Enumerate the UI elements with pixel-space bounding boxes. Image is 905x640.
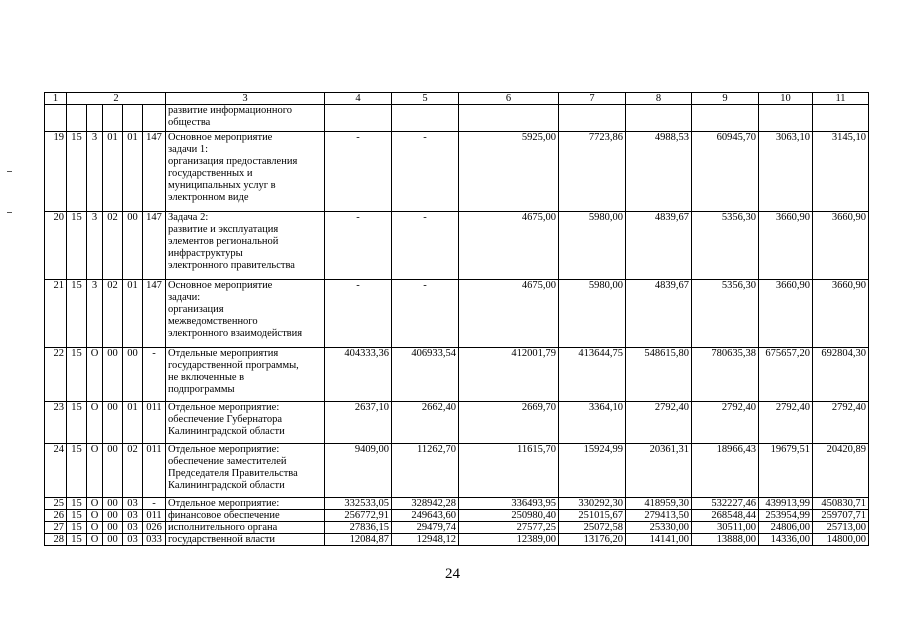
value-col10-cell: 439913,99 (759, 498, 813, 510)
table-row (45, 534, 869, 546)
subprogram-code-cell (87, 105, 103, 132)
state-program-code-cell: 15 (67, 522, 87, 534)
value-col9-cell: 13888,00 (692, 534, 759, 546)
header-cell: 2 (67, 93, 166, 105)
description-cell: исполнительного органа (166, 522, 325, 534)
table-row (45, 498, 869, 510)
event-code-cell: 02 (123, 444, 143, 498)
value-col9-cell: 5356,30 (692, 280, 759, 348)
agency-code-cell: 011 (143, 444, 166, 498)
agency-code-cell: 033 (143, 534, 166, 546)
header-cell: 9 (692, 93, 759, 105)
agency-code-cell: 147 (143, 280, 166, 348)
value-col4-cell: 404333,36 (325, 348, 392, 402)
state-program-code-cell: 15 (67, 498, 87, 510)
task-code-cell (103, 105, 123, 132)
value-col10-cell: 24806,00 (759, 522, 813, 534)
event-code-cell (123, 105, 143, 132)
table-row (45, 444, 869, 498)
value-col6-cell: 4675,00 (459, 212, 559, 280)
margin-mark (7, 212, 12, 213)
value-col7-cell: 7723,86 (559, 132, 626, 212)
value-col11-cell: 3660,90 (813, 212, 869, 280)
budget-table (44, 92, 869, 546)
row-number-cell: 20 (45, 212, 67, 280)
value-col8-cell: 548615,80 (626, 348, 692, 402)
value-col8-cell: 25330,00 (626, 522, 692, 534)
column-number-row (45, 93, 869, 105)
row-number-cell: 19 (45, 132, 67, 212)
value-col9-cell: 60945,70 (692, 132, 759, 212)
state-program-code-cell: 15 (67, 132, 87, 212)
value-col8-cell: 14141,00 (626, 534, 692, 546)
value-col10-cell: 253954,99 (759, 510, 813, 522)
value-col5-cell: 29479,74 (392, 522, 459, 534)
value-col10-cell: 675657,20 (759, 348, 813, 402)
subprogram-code-cell: О (87, 498, 103, 510)
value-col11-cell: 259707,71 (813, 510, 869, 522)
value-col10-cell: 3063,10 (759, 132, 813, 212)
value-col4-cell: - (325, 212, 392, 280)
value-col7-cell (559, 105, 626, 132)
agency-code-cell: - (143, 498, 166, 510)
row-number-cell: 27 (45, 522, 67, 534)
table-row (45, 212, 869, 280)
subprogram-code-cell: 3 (87, 280, 103, 348)
value-col5-cell (392, 105, 459, 132)
table-row (45, 132, 869, 212)
value-col6-cell: 336493,95 (459, 498, 559, 510)
value-col7-cell: 3364,10 (559, 402, 626, 444)
event-code-cell: 03 (123, 510, 143, 522)
value-col5-cell: 406933,54 (392, 348, 459, 402)
task-code-cell: 00 (103, 534, 123, 546)
value-col4-cell: 27836,15 (325, 522, 392, 534)
value-col6-cell: 412001,79 (459, 348, 559, 402)
task-code-cell: 02 (103, 212, 123, 280)
value-col6-cell: 12389,00 (459, 534, 559, 546)
value-col9-cell: 30511,00 (692, 522, 759, 534)
row-number-cell: 23 (45, 402, 67, 444)
subprogram-code-cell: О (87, 522, 103, 534)
value-col4-cell: - (325, 132, 392, 212)
row-number-cell: 22 (45, 348, 67, 402)
value-col10-cell: 19679,51 (759, 444, 813, 498)
value-col11-cell: 25713,00 (813, 522, 869, 534)
value-col7-cell: 413644,75 (559, 348, 626, 402)
value-col4-cell: - (325, 280, 392, 348)
event-code-cell: 00 (123, 212, 143, 280)
value-col5-cell: - (392, 212, 459, 280)
task-code-cell: 00 (103, 348, 123, 402)
event-code-cell: 01 (123, 132, 143, 212)
description-cell: Отдельное мероприятие: (166, 498, 325, 510)
event-code-cell: 03 (123, 534, 143, 546)
value-col10-cell: 3660,90 (759, 212, 813, 280)
value-col4-cell: 332533,05 (325, 498, 392, 510)
event-code-cell: 01 (123, 280, 143, 348)
state-program-code-cell: 15 (67, 280, 87, 348)
value-col10-cell: 3660,90 (759, 280, 813, 348)
value-col8-cell: 279413,50 (626, 510, 692, 522)
row-number-cell: 21 (45, 280, 67, 348)
event-code-cell: 03 (123, 522, 143, 534)
state-program-code-cell: 15 (67, 402, 87, 444)
subprogram-code-cell: О (87, 510, 103, 522)
row-number-cell: 28 (45, 534, 67, 546)
task-code-cell: 00 (103, 522, 123, 534)
description-cell: Отдельное мероприятие: обеспечение заместителей Председателя Правительства Калининградской области (166, 444, 325, 498)
value-col6-cell: 2669,70 (459, 402, 559, 444)
value-col9-cell: 18966,43 (692, 444, 759, 498)
state-program-code-cell: 15 (67, 348, 87, 402)
value-col5-cell: 2662,40 (392, 402, 459, 444)
value-col9-cell: 5356,30 (692, 212, 759, 280)
value-col8-cell (626, 105, 692, 132)
table-row (45, 510, 869, 522)
description-cell: Основное мероприятие задачи: организация межведомственного электронного взаимодействия (166, 280, 325, 348)
value-col4-cell: 256772,91 (325, 510, 392, 522)
value-col11-cell: 3660,90 (813, 280, 869, 348)
agency-code-cell: 011 (143, 510, 166, 522)
row-number-cell: 24 (45, 444, 67, 498)
value-col7-cell: 15924,99 (559, 444, 626, 498)
header-cell: 11 (813, 93, 869, 105)
description-cell: финансовое обеспечение (166, 510, 325, 522)
table-row (45, 348, 869, 402)
value-col11-cell: 14800,00 (813, 534, 869, 546)
value-col10-cell (759, 105, 813, 132)
task-code-cell: 00 (103, 402, 123, 444)
description-cell: Отдельное мероприятие: обеспечение Губернатора Калининградской области (166, 402, 325, 444)
header-cell: 6 (459, 93, 559, 105)
task-code-cell: 00 (103, 510, 123, 522)
value-col4-cell (325, 105, 392, 132)
header-cell: 10 (759, 93, 813, 105)
value-col4-cell: 9409,00 (325, 444, 392, 498)
value-col7-cell: 251015,67 (559, 510, 626, 522)
value-col5-cell: 328942,28 (392, 498, 459, 510)
value-col6-cell: 5925,00 (459, 132, 559, 212)
value-col7-cell: 5980,00 (559, 212, 626, 280)
header-cell: 5 (392, 93, 459, 105)
value-col7-cell: 13176,20 (559, 534, 626, 546)
value-col4-cell: 12084,87 (325, 534, 392, 546)
subprogram-code-cell: 3 (87, 132, 103, 212)
value-col11-cell: 692804,30 (813, 348, 869, 402)
task-code-cell: 00 (103, 444, 123, 498)
value-col9-cell: 532227,46 (692, 498, 759, 510)
agency-code-cell: 147 (143, 212, 166, 280)
value-col8-cell: 20361,31 (626, 444, 692, 498)
value-col8-cell: 4988,53 (626, 132, 692, 212)
value-col10-cell: 14336,00 (759, 534, 813, 546)
margin-mark (7, 171, 12, 172)
table-body (45, 105, 869, 546)
value-col11-cell: 2792,40 (813, 402, 869, 444)
state-program-code-cell: 15 (67, 212, 87, 280)
header-cell: 7 (559, 93, 626, 105)
agency-code-cell: - (143, 348, 166, 402)
agency-code-cell: 026 (143, 522, 166, 534)
agency-code-cell (143, 105, 166, 132)
value-col8-cell: 2792,40 (626, 402, 692, 444)
value-col5-cell: - (392, 132, 459, 212)
value-col10-cell: 2792,40 (759, 402, 813, 444)
value-col11-cell: 3145,10 (813, 132, 869, 212)
event-code-cell: 00 (123, 348, 143, 402)
value-col5-cell: 12948,12 (392, 534, 459, 546)
value-col6-cell: 11615,70 (459, 444, 559, 498)
value-col6-cell: 4675,00 (459, 280, 559, 348)
table-row (45, 280, 869, 348)
value-col8-cell: 418959,30 (626, 498, 692, 510)
value-col7-cell: 330292,30 (559, 498, 626, 510)
value-col8-cell: 4839,67 (626, 212, 692, 280)
description-cell: Отдельные мероприятия государственной программы, не включенные в подпрограммы (166, 348, 325, 402)
value-col5-cell: 249643,60 (392, 510, 459, 522)
value-col6-cell (459, 105, 559, 132)
table-row (45, 522, 869, 534)
value-col11-cell: 450830,71 (813, 498, 869, 510)
value-col4-cell: 2637,10 (325, 402, 392, 444)
value-col8-cell: 4839,67 (626, 280, 692, 348)
value-col11-cell (813, 105, 869, 132)
header-cell: 3 (166, 93, 325, 105)
value-col6-cell: 250980,40 (459, 510, 559, 522)
value-col9-cell (692, 105, 759, 132)
subprogram-code-cell: О (87, 534, 103, 546)
subprogram-code-cell: 3 (87, 212, 103, 280)
task-code-cell: 02 (103, 280, 123, 348)
row-number-cell: 26 (45, 510, 67, 522)
header-cell: 1 (45, 93, 67, 105)
value-col9-cell: 780635,38 (692, 348, 759, 402)
agency-code-cell: 147 (143, 132, 166, 212)
header-cell: 4 (325, 93, 392, 105)
value-col6-cell: 27577,25 (459, 522, 559, 534)
task-code-cell: 01 (103, 132, 123, 212)
task-code-cell: 00 (103, 498, 123, 510)
description-cell: государственной власти (166, 534, 325, 546)
state-program-code-cell: 15 (67, 444, 87, 498)
agency-code-cell: 011 (143, 402, 166, 444)
row-number-cell: 25 (45, 498, 67, 510)
description-cell: Задача 2: развитие и эксплуатация элементов региональной инфраструктуры электронного правительства (166, 212, 325, 280)
header-cell: 8 (626, 93, 692, 105)
row-number-cell (45, 105, 67, 132)
value-col5-cell: - (392, 280, 459, 348)
page-number: 24 (445, 566, 460, 582)
event-code-cell: 01 (123, 402, 143, 444)
state-program-code-cell: 15 (67, 510, 87, 522)
value-col9-cell: 268548,44 (692, 510, 759, 522)
subprogram-code-cell: О (87, 444, 103, 498)
state-program-code-cell (67, 105, 87, 132)
value-col7-cell: 25072,58 (559, 522, 626, 534)
subprogram-code-cell: О (87, 402, 103, 444)
value-col9-cell: 2792,40 (692, 402, 759, 444)
event-code-cell: 03 (123, 498, 143, 510)
value-col11-cell: 20420,89 (813, 444, 869, 498)
description-cell: Основное мероприятие задачи 1: организация предоставления государственных и муниципальных услуг в электронном виде (166, 132, 325, 212)
subprogram-code-cell: О (87, 348, 103, 402)
value-col7-cell: 5980,00 (559, 280, 626, 348)
table-row (45, 402, 869, 444)
description-cell: развитие информационного общества (166, 105, 325, 132)
value-col5-cell: 11262,70 (392, 444, 459, 498)
state-program-code-cell: 15 (67, 534, 87, 546)
table-row (45, 105, 869, 132)
